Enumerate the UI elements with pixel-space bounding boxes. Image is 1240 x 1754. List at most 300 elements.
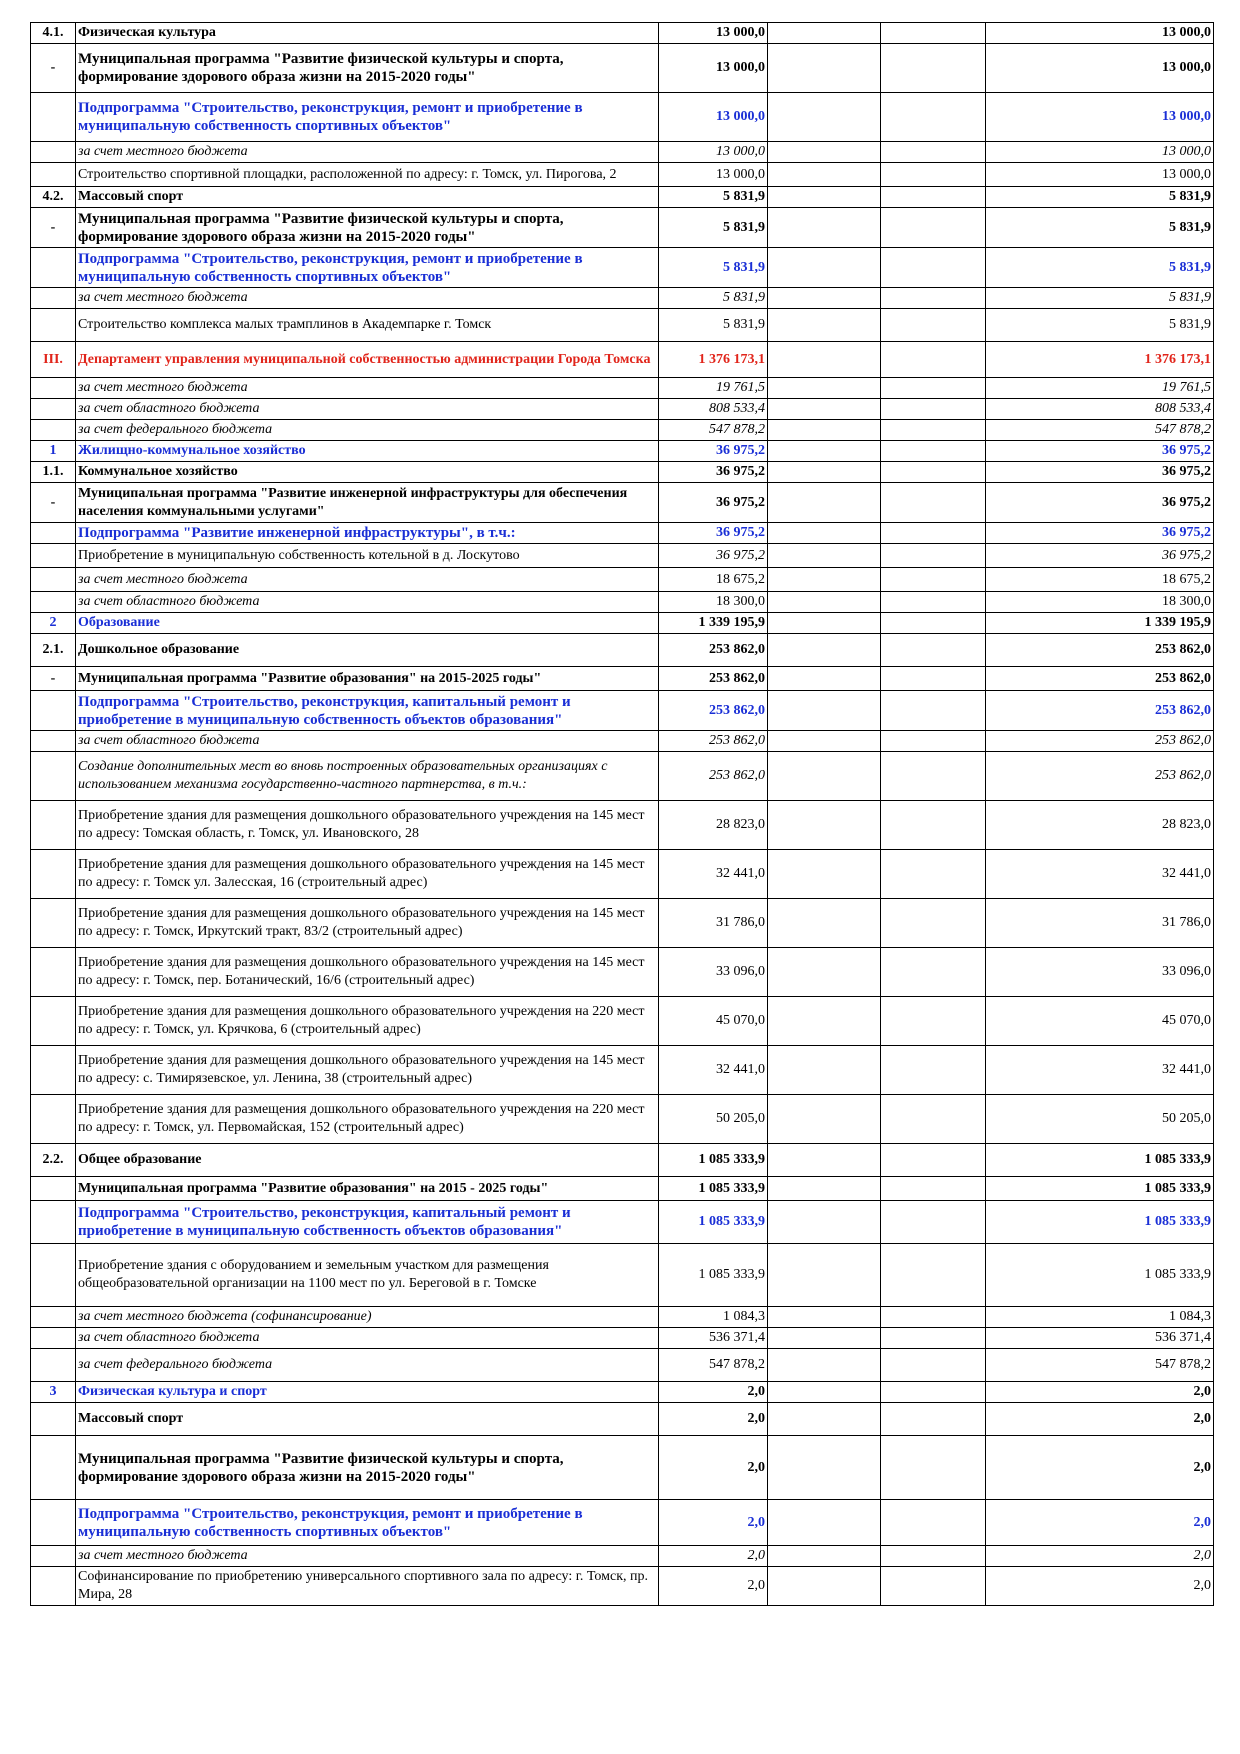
- cell-v2: [768, 93, 881, 142]
- cell-v1: 5 831,9: [659, 288, 768, 309]
- cell-v4: 36 975,2: [986, 523, 1214, 544]
- table-row: [31, 592, 1214, 613]
- cell-v2: [768, 483, 881, 523]
- table-row: [31, 309, 1214, 342]
- cell-v3: [881, 752, 986, 801]
- table-row: [31, 1436, 1214, 1500]
- budget-table-body: [31, 23, 1214, 1606]
- cell-v3: [881, 1244, 986, 1307]
- cell-v1: 13 000,0: [659, 163, 768, 187]
- cell-num: 1.1.: [31, 462, 76, 483]
- cell-num: [31, 1349, 76, 1382]
- cell-num: [31, 691, 76, 731]
- cell-v4: 1 085 333,9: [986, 1177, 1214, 1201]
- cell-v1: 13 000,0: [659, 142, 768, 163]
- cell-v1: 2,0: [659, 1567, 768, 1606]
- cell-name: Приобретение здания для размещения дошкольного образовательного учреждения на 220 мест по адресу: г. Томск, ул. Первомайская, 152 (строительный адрес): [76, 1095, 659, 1144]
- cell-v3: [881, 93, 986, 142]
- cell-v2: [768, 462, 881, 483]
- cell-num: 4.1.: [31, 23, 76, 44]
- cell-v2: [768, 163, 881, 187]
- table-row: [31, 613, 1214, 634]
- cell-num: [31, 1244, 76, 1307]
- cell-v3: [881, 1144, 986, 1177]
- cell-name: Департамент управления муниципальной собственностью администрации Города Томска: [76, 342, 659, 378]
- cell-v1: 13 000,0: [659, 44, 768, 93]
- cell-v3: [881, 378, 986, 399]
- cell-name: Физическая культура и спорт: [76, 1382, 659, 1403]
- cell-v2: [768, 1500, 881, 1546]
- cell-v2: [768, 613, 881, 634]
- cell-num: [31, 1403, 76, 1436]
- cell-v4: 253 862,0: [986, 731, 1214, 752]
- cell-v4: 28 823,0: [986, 801, 1214, 850]
- cell-v3: [881, 850, 986, 899]
- table-row: [31, 483, 1214, 523]
- cell-v4: 31 786,0: [986, 899, 1214, 948]
- cell-v1: 253 862,0: [659, 691, 768, 731]
- cell-v1: 36 975,2: [659, 523, 768, 544]
- cell-v3: [881, 1403, 986, 1436]
- cell-v1: 5 831,9: [659, 208, 768, 248]
- table-row: [31, 997, 1214, 1046]
- cell-v1: 28 823,0: [659, 801, 768, 850]
- table-row: [31, 420, 1214, 441]
- cell-v1: 36 975,2: [659, 544, 768, 568]
- cell-name: за счет областного бюджета: [76, 1328, 659, 1349]
- cell-v1: 547 878,2: [659, 420, 768, 441]
- cell-name: Приобретение здания для размещения дошкольного образовательного учреждения на 145 мест по адресу: с. Тимирязевское, ул. Ленина, 38 (строительный адрес): [76, 1046, 659, 1095]
- cell-v3: [881, 1307, 986, 1328]
- cell-v3: [881, 483, 986, 523]
- cell-v4: 18 300,0: [986, 592, 1214, 613]
- cell-v4: 5 831,9: [986, 309, 1214, 342]
- cell-num: [31, 850, 76, 899]
- cell-v3: [881, 441, 986, 462]
- cell-v3: [881, 23, 986, 44]
- cell-v2: [768, 1201, 881, 1244]
- cell-v2: [768, 592, 881, 613]
- table-row: [31, 634, 1214, 667]
- cell-num: [31, 1307, 76, 1328]
- cell-v1: 1 376 173,1: [659, 342, 768, 378]
- cell-v2: [768, 1328, 881, 1349]
- cell-v3: [881, 1177, 986, 1201]
- table-row: [31, 1201, 1214, 1244]
- cell-v1: 2,0: [659, 1546, 768, 1567]
- cell-v2: [768, 1403, 881, 1436]
- cell-name: Приобретение здания для размещения дошкольного образовательного учреждения на 145 мест по адресу: г. Томск, пер. Ботанический, 16/6 (строительный адрес): [76, 948, 659, 997]
- cell-name: Софинансирование по приобретению универсального спортивного зала по адресу: г. Томск, пр. Мира, 28: [76, 1567, 659, 1606]
- cell-name: Массовый спорт: [76, 187, 659, 208]
- cell-v4: 1 085 333,9: [986, 1201, 1214, 1244]
- cell-num: [31, 544, 76, 568]
- cell-name: Приобретение здания для размещения дошкольного образовательного учреждения на 220 мест по адресу: г. Томск, ул. Крячкова, 6 (строительный адрес): [76, 997, 659, 1046]
- cell-v2: [768, 1046, 881, 1095]
- cell-v2: [768, 667, 881, 691]
- cell-name: за счет федерального бюджета: [76, 1349, 659, 1382]
- table-row: [31, 342, 1214, 378]
- cell-num: 2.1.: [31, 634, 76, 667]
- cell-v3: [881, 997, 986, 1046]
- cell-name: Создание дополнительных мест во вновь построенных образовательных организациях с использованием механизма государственно-частного партнерства, в т.ч.:: [76, 752, 659, 801]
- cell-v4: 36 975,2: [986, 441, 1214, 462]
- cell-v1: 32 441,0: [659, 850, 768, 899]
- table-row: [31, 568, 1214, 592]
- cell-name: Строительство комплекса малых трамплинов в Академпарке г. Томск: [76, 309, 659, 342]
- cell-v2: [768, 752, 881, 801]
- cell-num: [31, 752, 76, 801]
- cell-v2: [768, 731, 881, 752]
- cell-name: Жилищно-коммунальное хозяйство: [76, 441, 659, 462]
- cell-num: -: [31, 208, 76, 248]
- cell-v2: [768, 1307, 881, 1328]
- cell-v2: [768, 187, 881, 208]
- cell-name: Подпрограмма "Строительство, реконструкция, ремонт и приобретение в муниципальную собственность спортивных объектов": [76, 1500, 659, 1546]
- cell-v3: [881, 399, 986, 420]
- cell-v3: [881, 691, 986, 731]
- table-row: [31, 752, 1214, 801]
- cell-v1: 1 085 333,9: [659, 1244, 768, 1307]
- cell-num: [31, 1201, 76, 1244]
- table-row: [31, 23, 1214, 44]
- cell-num: [31, 731, 76, 752]
- cell-v2: [768, 801, 881, 850]
- cell-v3: [881, 1201, 986, 1244]
- cell-v4: 253 862,0: [986, 667, 1214, 691]
- cell-v2: [768, 1546, 881, 1567]
- cell-v1: 2,0: [659, 1382, 768, 1403]
- cell-v4: 253 862,0: [986, 634, 1214, 667]
- cell-v3: [881, 592, 986, 613]
- cell-name: за счет федерального бюджета: [76, 420, 659, 441]
- cell-v3: [881, 462, 986, 483]
- cell-v1: 36 975,2: [659, 462, 768, 483]
- cell-v4: 2,0: [986, 1382, 1214, 1403]
- table-row: [31, 93, 1214, 142]
- cell-v1: 1 085 333,9: [659, 1177, 768, 1201]
- cell-v4: 1 084,3: [986, 1307, 1214, 1328]
- cell-v1: 36 975,2: [659, 441, 768, 462]
- table-row: [31, 44, 1214, 93]
- cell-v4: 13 000,0: [986, 23, 1214, 44]
- table-row: [31, 187, 1214, 208]
- cell-name: Подпрограмма "Строительство, реконструкция, капитальный ремонт и приобретение в муниципальную собственность объектов образования": [76, 1201, 659, 1244]
- cell-v3: [881, 208, 986, 248]
- cell-v2: [768, 544, 881, 568]
- cell-v3: [881, 342, 986, 378]
- cell-num: [31, 948, 76, 997]
- table-row: [31, 1382, 1214, 1403]
- table-row: [31, 801, 1214, 850]
- cell-num: [31, 309, 76, 342]
- cell-v1: 5 831,9: [659, 187, 768, 208]
- cell-v4: 1 085 333,9: [986, 1144, 1214, 1177]
- cell-v2: [768, 568, 881, 592]
- cell-v3: [881, 731, 986, 752]
- cell-v1: 19 761,5: [659, 378, 768, 399]
- cell-num: [31, 1095, 76, 1144]
- cell-v2: [768, 142, 881, 163]
- cell-v3: [881, 187, 986, 208]
- table-row: [31, 288, 1214, 309]
- cell-v1: 18 675,2: [659, 568, 768, 592]
- table-row: [31, 948, 1214, 997]
- cell-v3: [881, 1382, 986, 1403]
- table-row: [31, 1567, 1214, 1606]
- cell-name: Приобретение здания с оборудованием и земельным участком для размещения общеобразовательной организации на 1100 мест по ул. Береговой в г. Томске: [76, 1244, 659, 1307]
- cell-name: за счет местного бюджета: [76, 142, 659, 163]
- cell-num: [31, 523, 76, 544]
- table-row: [31, 1244, 1214, 1307]
- cell-v3: [881, 1349, 986, 1382]
- cell-name: Строительство спортивной площадки, расположенной по адресу: г. Томск, ул. Пирогова, 2: [76, 163, 659, 187]
- cell-num: [31, 1436, 76, 1500]
- table-row: [31, 1144, 1214, 1177]
- cell-v4: 32 441,0: [986, 850, 1214, 899]
- cell-v4: 33 096,0: [986, 948, 1214, 997]
- cell-v1: 5 831,9: [659, 248, 768, 288]
- cell-v3: [881, 1328, 986, 1349]
- cell-name: Коммунальное хозяйство: [76, 462, 659, 483]
- cell-v1: 547 878,2: [659, 1349, 768, 1382]
- cell-v4: 13 000,0: [986, 163, 1214, 187]
- cell-v4: 18 675,2: [986, 568, 1214, 592]
- cell-v1: 253 862,0: [659, 634, 768, 667]
- cell-name: за счет областного бюджета: [76, 399, 659, 420]
- cell-num: [31, 1500, 76, 1546]
- cell-v1: 33 096,0: [659, 948, 768, 997]
- cell-v1: 45 070,0: [659, 997, 768, 1046]
- cell-num: 3: [31, 1382, 76, 1403]
- cell-v4: 19 761,5: [986, 378, 1214, 399]
- cell-v4: 2,0: [986, 1500, 1214, 1546]
- cell-v3: [881, 667, 986, 691]
- cell-name: Массовый спорт: [76, 1403, 659, 1436]
- table-row: [31, 1349, 1214, 1382]
- cell-v3: [881, 163, 986, 187]
- cell-name: Муниципальная программа "Развитие физической культуры и спорта, формирование здорового образа жизни на 2015-2020 годы": [76, 1436, 659, 1500]
- cell-v3: [881, 1436, 986, 1500]
- cell-name: за счет местного бюджета: [76, 568, 659, 592]
- cell-v1: 1 085 333,9: [659, 1201, 768, 1244]
- cell-v2: [768, 691, 881, 731]
- cell-v2: [768, 1095, 881, 1144]
- cell-num: 2: [31, 613, 76, 634]
- cell-v1: 2,0: [659, 1403, 768, 1436]
- cell-v2: [768, 1144, 881, 1177]
- cell-name: Приобретение здания для размещения дошкольного образовательного учреждения на 145 мест по адресу: г. Томск ул. Залесская, 16 (строительный адрес): [76, 850, 659, 899]
- cell-v3: [881, 142, 986, 163]
- cell-v3: [881, 288, 986, 309]
- cell-name: за счет областного бюджета: [76, 731, 659, 752]
- cell-v4: 547 878,2: [986, 1349, 1214, 1382]
- table-row: [31, 462, 1214, 483]
- table-row: [31, 1546, 1214, 1567]
- cell-v4: 13 000,0: [986, 93, 1214, 142]
- cell-v1: 31 786,0: [659, 899, 768, 948]
- cell-v3: [881, 801, 986, 850]
- table-row: [31, 248, 1214, 288]
- cell-name: Муниципальная программа "Развитие образования" на 2015-2025 годы": [76, 667, 659, 691]
- cell-v3: [881, 613, 986, 634]
- cell-v2: [768, 1244, 881, 1307]
- cell-v3: [881, 248, 986, 288]
- cell-name: Приобретение здания для размещения дошкольного образовательного учреждения на 145 мест по адресу: Томская область, г. Томск, ул. Ивановского, 28: [76, 801, 659, 850]
- cell-v1: 253 862,0: [659, 752, 768, 801]
- cell-v4: 5 831,9: [986, 248, 1214, 288]
- cell-v3: [881, 523, 986, 544]
- cell-v3: [881, 44, 986, 93]
- cell-v1: 1 085 333,9: [659, 1144, 768, 1177]
- cell-num: [31, 568, 76, 592]
- cell-name: Муниципальная программа "Развитие физической культуры и спорта, формирование здорового образа жизни на 2015-2020 годы": [76, 208, 659, 248]
- cell-v2: [768, 523, 881, 544]
- cell-v2: [768, 208, 881, 248]
- cell-v2: [768, 1436, 881, 1500]
- cell-v1: 1 339 195,9: [659, 613, 768, 634]
- cell-name: Приобретение здания для размещения дошкольного образовательного учреждения на 145 мест по адресу: г. Томск, Иркутский тракт, 83/2 (строительный адрес): [76, 899, 659, 948]
- cell-v3: [881, 1046, 986, 1095]
- cell-v4: 13 000,0: [986, 44, 1214, 93]
- table-row: [31, 1328, 1214, 1349]
- cell-v3: [881, 634, 986, 667]
- table-row: [31, 691, 1214, 731]
- cell-v4: 2,0: [986, 1546, 1214, 1567]
- cell-v3: [881, 1500, 986, 1546]
- cell-num: [31, 378, 76, 399]
- cell-v1: 50 205,0: [659, 1095, 768, 1144]
- table-row: [31, 523, 1214, 544]
- cell-v4: 5 831,9: [986, 288, 1214, 309]
- cell-v2: [768, 634, 881, 667]
- cell-v4: 5 831,9: [986, 208, 1214, 248]
- cell-v4: 2,0: [986, 1403, 1214, 1436]
- table-row: [31, 899, 1214, 948]
- cell-v2: [768, 420, 881, 441]
- table-row: [31, 399, 1214, 420]
- cell-num: [31, 248, 76, 288]
- cell-v3: [881, 1095, 986, 1144]
- cell-name: Подпрограмма "Строительство, реконструкция, капитальный ремонт и приобретение в муниципальную собственность объектов образования": [76, 691, 659, 731]
- table-row: [31, 667, 1214, 691]
- cell-v4: 808 533,4: [986, 399, 1214, 420]
- cell-v4: 1 339 195,9: [986, 613, 1214, 634]
- cell-v2: [768, 44, 881, 93]
- cell-v2: [768, 23, 881, 44]
- cell-num: [31, 1567, 76, 1606]
- cell-name: Дошкольное образование: [76, 634, 659, 667]
- cell-name: Муниципальная программа "Развитие физической культуры и спорта, формирование здорового образа жизни на 2015-2020 годы": [76, 44, 659, 93]
- cell-v2: [768, 441, 881, 462]
- cell-v4: 2,0: [986, 1567, 1214, 1606]
- cell-v2: [768, 309, 881, 342]
- cell-num: [31, 420, 76, 441]
- cell-name: Подпрограмма "Строительство, реконструкция, ремонт и приобретение в муниципальную собственность спортивных объектов": [76, 248, 659, 288]
- table-row: [31, 441, 1214, 462]
- table-row: [31, 1046, 1214, 1095]
- cell-v4: 32 441,0: [986, 1046, 1214, 1095]
- cell-v4: 1 085 333,9: [986, 1244, 1214, 1307]
- cell-v1: 1 084,3: [659, 1307, 768, 1328]
- cell-v2: [768, 997, 881, 1046]
- cell-v4: 5 831,9: [986, 187, 1214, 208]
- cell-v4: 1 376 173,1: [986, 342, 1214, 378]
- cell-name: за счет местного бюджета (софинансирование): [76, 1307, 659, 1328]
- cell-v2: [768, 948, 881, 997]
- table-row: [31, 163, 1214, 187]
- cell-name: Физическая культура: [76, 23, 659, 44]
- cell-name: за счет местного бюджета: [76, 378, 659, 399]
- cell-name: Муниципальная программа "Развитие инженерной инфраструктуры для обеспечения населения коммунальными услугами": [76, 483, 659, 523]
- table-row: [31, 1403, 1214, 1436]
- cell-v1: 36 975,2: [659, 483, 768, 523]
- cell-v1: 253 862,0: [659, 667, 768, 691]
- cell-v3: [881, 948, 986, 997]
- cell-v4: 45 070,0: [986, 997, 1214, 1046]
- cell-v3: [881, 1546, 986, 1567]
- table-row: [31, 1500, 1214, 1546]
- cell-num: III.: [31, 342, 76, 378]
- cell-v2: [768, 399, 881, 420]
- cell-name: за счет областного бюджета: [76, 592, 659, 613]
- cell-v1: 536 371,4: [659, 1328, 768, 1349]
- cell-v3: [881, 544, 986, 568]
- cell-num: [31, 93, 76, 142]
- cell-v2: [768, 899, 881, 948]
- cell-v3: [881, 899, 986, 948]
- table-row: [31, 1177, 1214, 1201]
- table-row: [31, 208, 1214, 248]
- cell-v4: 36 975,2: [986, 462, 1214, 483]
- cell-v1: 808 533,4: [659, 399, 768, 420]
- cell-num: [31, 288, 76, 309]
- cell-v3: [881, 309, 986, 342]
- cell-v4: 536 371,4: [986, 1328, 1214, 1349]
- cell-v2: [768, 1567, 881, 1606]
- cell-v4: 253 862,0: [986, 752, 1214, 801]
- cell-num: -: [31, 44, 76, 93]
- cell-name: Образование: [76, 613, 659, 634]
- cell-num: 1: [31, 441, 76, 462]
- cell-num: [31, 997, 76, 1046]
- table-row: [31, 850, 1214, 899]
- cell-v1: 18 300,0: [659, 592, 768, 613]
- cell-v4: 36 975,2: [986, 483, 1214, 523]
- cell-num: [31, 1546, 76, 1567]
- cell-name: за счет местного бюджета: [76, 288, 659, 309]
- cell-v1: 2,0: [659, 1436, 768, 1500]
- cell-v4: 2,0: [986, 1436, 1214, 1500]
- table-row: [31, 142, 1214, 163]
- cell-name: Приобретение в муниципальную собственность котельной в д. Лоскутово: [76, 544, 659, 568]
- cell-num: [31, 142, 76, 163]
- cell-v2: [768, 1349, 881, 1382]
- cell-v2: [768, 288, 881, 309]
- cell-num: [31, 801, 76, 850]
- cell-v3: [881, 568, 986, 592]
- cell-v3: [881, 1567, 986, 1606]
- cell-v4: 50 205,0: [986, 1095, 1214, 1144]
- cell-v1: 253 862,0: [659, 731, 768, 752]
- cell-num: [31, 399, 76, 420]
- cell-v2: [768, 248, 881, 288]
- table-row: [31, 378, 1214, 399]
- cell-num: [31, 899, 76, 948]
- cell-v1: 2,0: [659, 1500, 768, 1546]
- cell-v4: 13 000,0: [986, 142, 1214, 163]
- cell-v1: 13 000,0: [659, 23, 768, 44]
